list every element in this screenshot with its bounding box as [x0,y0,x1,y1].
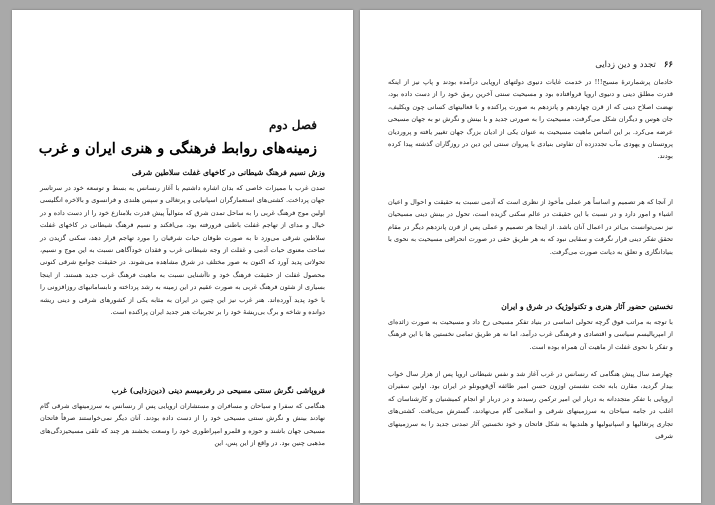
running-header [388,60,673,70]
page-number: ۶۶ [663,60,673,70]
chapter-label: فصل دوم [269,118,317,132]
paragraph-text: تمدن غرب با ممیزات خاصی که بدان اشاره داشتیم با آغاز رنسانس به بسط و توسعه خود در سرتاسر جهان پرداخت. کشتی‌های استعمارگران اسپانیایی و پرتغالی و سپس هلندی و فرانسوی و بالاخره انگلیسی اولین موج فرهنگ غربی را به ساحل تمدن شرق که متوالیاً پیش قدرت بلامنازع خود را از دست داده و در خیال و مدای از تهاجم غفلت باطنی فرورفته بود، می‌افکند و نسیم فرهنگ شیطانی در کاخهای غفلت سلاطین شرقی می‌وزد تا به صورت طوفان حیات شرقیان را مورد تهاجم قرار دهد، سکنی گزیدن در ساحت معنوی حیات آدمی و غفلت از وجه شیطانی غرب و فقدان خودآگاهی نسبت به این موج و نسیم، تحولاتی پدید آورد که اکنون به صور مختلف در شرق مشاهده می‌شوند. در حقیقت جوامع شرقی کنونی محصول غفلت از حقیقت فرهنگ خود و ناآشنایی نسبت به ماهیت فرهنگ غرب جدید هستند. از اینجا بسیاری از شئون فرهنگ غربی به صورت عقیم در این زمینه به رشد پرداخته و نابسامانیهای روزافزونی را با خود پدید آورده‌اند. هنر غرب نیز این چنین در ایران به مثابه یکی از کشورهای شرقی و دینی ریشه دوانده و شاخه و برگ بی‌ریشهٔ خود را بر تجربیات هنر جدید ایران پراکنده است. [40,184,325,317]
paragraph-text: چهارصد سال پیش هنگامی که رنسانس در غرب آغاز شد و نفس شیطانی اروپا پس از هزار سال خواب بیدار گردید، مقارن بابه تخت نشستن اوزون حسن امیر طائفه آق‌قویونلو در ایران بود. اولین سفیران اروپایی با تفکر متجددانه به دربار این امیر ترکمن رسیدند و در دربار او انجام کمیشنیان و کارشناسان که اغلب در جامه سیاحان به سرزمینهای شرقی و اسلامی گام می‌نهادند، گسترش می‌یافت. کشتی‌های تجاری پرتغالیها و اسپانیولیها و هلندیها به شکل فاتحان و خود نخستین آثار تمدنی جدید را به سرزمینهای شرقی [388,370,673,441]
body-paragraph [388,316,673,354]
section-heading: فروپاشی نگرش سنتی مسیحی در رفرمیسم دینی (دین‌زدایی) غرب [111,386,325,395]
section-heading: نخستین حضور آثار هنری و تکنولوژیک در شرق و ایران [501,302,673,311]
running-title: تجدد و دین زدایی [595,60,656,70]
body-paragraph [40,182,325,319]
chapter-title: زمینه‌های روابط فرهنگی و هنری ایران و غرب [38,140,317,157]
body-paragraph [388,368,673,443]
paragraph-text: با توجه به مراتب فوق گرچه تحولی اساسی در بنیاد تفکر مسیحی رخ داد و مسیحیت به صورت زائده‌ای از امپریالیسم سیاسی و اقتصادی و فرهنگی غرب درآمد، اما نه هر طریق تمامی نخستین ها با این فرهنگ و تفکر با نحوی غفلت از ماهیت آن همراه بوده است. [388,318,673,351]
section-heading: وزش نسیم فرهنگ شیطانی در کاخهای غفلت سلاطین شرقی [131,168,325,177]
paragraph-text: هنگامی که سفرا و سیاحان و مسافران و مستشاران اروپایی پس از رنسانس به سرزمینهای شرقی گام نهادند بینش و نگرش سنتی مسیحی خود را از دست داده بودند. آنان دیگر نمی‌خواستند صرفاً فاتحان مسیحی جهان باشند و حوزه و قلمرو امپراطوری خود را وسعت بخشند هر چند که تلقی مسیحیزدگی‌های مذهبی چنین بود. در واقع از این پس، این [40,402,325,448]
right-page [360,10,701,503]
body-paragraph [388,76,673,164]
paragraph-text: خادمان پرشمارترهٔ مسیح!!! در خدمت غایات دنیوی دولتهای اروپایی درآمده بودند و پاپ نیز از اینکه قدرت مطلق دینی و دنیوی اروپا فروافتاده بود و مسیحیت سنتی آخرین رمق خود را از دست داده بود، نهضت اصلاح دینی که از قرن چهاردهم و پانزدهم به صورت پراکنده و با فعالیتهای کسانی چون ویکلیف، جان هوس و دیگران شکل می‌گرفت، مسیحیت را به صورتی جدید و با بینش و نگرش نو به جهان مسیحی عرضه می‌کرد. بر این اساس ماهیت مسیحیت به عنوان یکی از ادیان بزرگ جهان تغییر یافته و پروردیان پروتستان و یهودی مآب تجددزده آن تفاوتی بنیادی با پیروان سنتی این دین در روزگاران گذشته پیدا کرده بودند. [388,78,673,161]
body-paragraph [40,400,325,451]
left-page [12,10,353,503]
paragraph-text: از آنجا که هر تصمیم و اساساً هر عملی مأخوذ از نظری است که آدمی نسبت به حقیقت و احوال و اعیان اشیاء و امور دارد و در نسبت با این حقیقت در عالم سکنی گزیده است، تحول در بینش دینی مسیحیان نیز نمی‌توانست بی‌اثر در اعمال آنان باشد. از اینجا هر تصمیم و عملی پس از قرن پانزدهم دیگر در مقام تحقق تفکر دینی قرار نگرفت و سقایی نبود که به هر طریق حقی در صورت انحرافی مسیحیت به نحوی با بنیادانگاری و تعلق به دیانت صورت می‌گرفت. [388,198,673,256]
body-paragraph [388,196,673,259]
